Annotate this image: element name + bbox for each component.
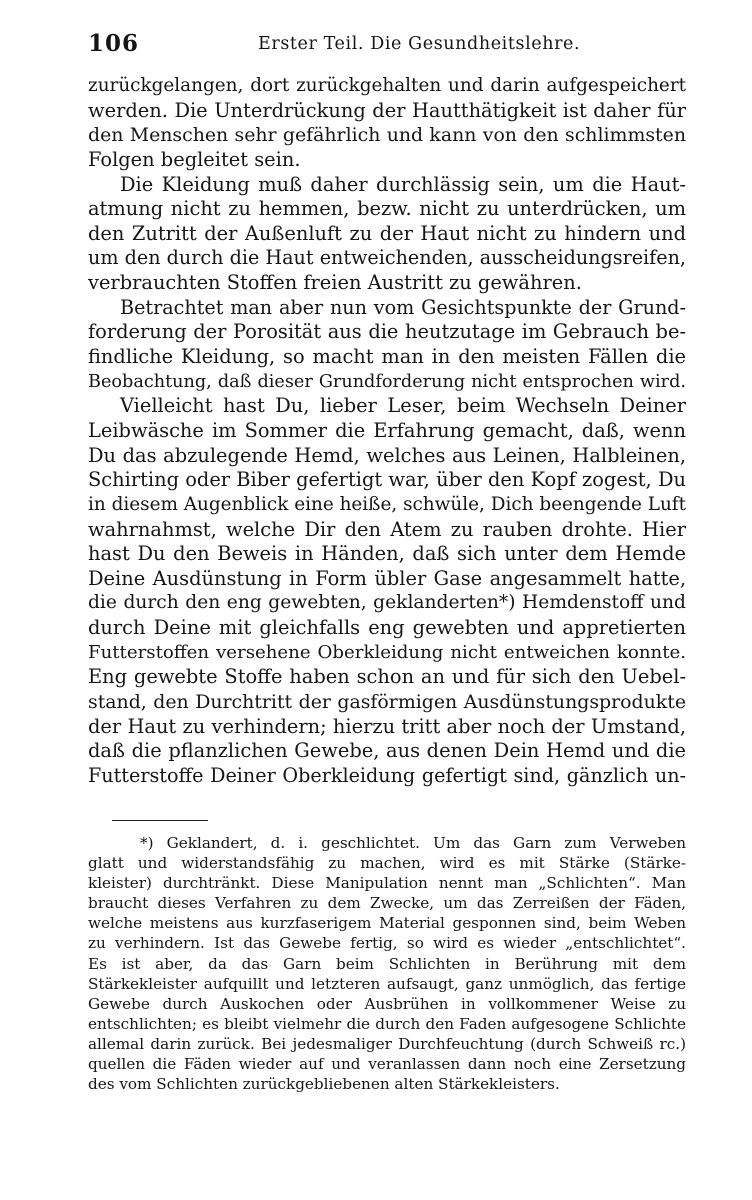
body-line: den Menschen sehr gefährlich und kann von den schlimmsten	[88, 124, 686, 147]
footnote-divider	[112, 820, 208, 821]
body-line: verbrauchten Stoffen freien Austritt zu gewähren.	[88, 271, 582, 295]
footnote-line: glatt und widerstandsfähig zu machen, wird es mit Stärke (Stärke-	[88, 854, 686, 873]
page-header	[88, 30, 688, 62]
page-number: 106	[88, 30, 140, 57]
body-line: Vielleicht hast Du, lieber Leser, beim Wechseln Deiner	[120, 394, 686, 418]
body-line: Betrachtet man aber nun vom Gesichtspunkte der Grund-	[120, 295, 686, 319]
body-text	[88, 74, 686, 789]
body-line: stand, den Durchtritt der gasförmigen Ausdünstungsprodukte	[88, 691, 686, 714]
footnote-line: entschlichten; es bleibt vielmehr die durch den Faden aufgesogene Schlichte	[88, 1014, 686, 1033]
body-line: Futterstoffen versehene Oberkleidung nicht entweichen konnte.	[88, 641, 686, 663]
body-line: den Zutritt der Außenluft zu der Haut nicht zu hindern und	[88, 221, 686, 245]
body-line: der Haut zu verhindern; hierzu tritt aber noch der Umstand,	[88, 714, 686, 738]
body-line: Schirting oder Biber gefertigt war, über den Kopf zogest, Du	[88, 468, 686, 492]
footnote-line: quellen die Fäden wieder auf und veranlassen dann noch eine Zersetzung	[88, 1055, 686, 1074]
footnote-line: welche meistens aus kurzfaserigem Material gesponnen sind, beim Weben	[88, 914, 686, 933]
body-line: forderung der Porosität aus die heutzutage im Gebrauch be-	[88, 320, 686, 344]
running-head: Erster Teil. Die Gesundheitslehre.	[258, 34, 581, 54]
footnote-line: allemal darin zurück. Bei jedesmaliger Durchfeuchtung (durch Schweiß rc.)	[88, 1034, 686, 1053]
body-line: Eng gewebte Stoffe haben schon an und für sich den Uebel-	[88, 665, 686, 689]
body-line: Leibwäsche im Sommer die Erfahrung gemacht, daß, wenn	[88, 418, 686, 442]
body-line: wahrnahmst, welche Dir den Atem zu rauben drohte. Hier	[88, 517, 686, 541]
footnote-line: Gewebe durch Auskochen oder Ausbrühen in vollkommener Weise zu	[88, 994, 686, 1013]
footnote-line: Stärkekleister aufquillt und letzteren aufsaugt, ganz unmöglich, das fertige	[88, 974, 686, 993]
footnote-line: Es ist aber, da das Garn beim Schlichten in Berührung mit dem	[88, 954, 686, 973]
body-line: zurückgelangen, dort zurückgehalten und darin aufgespeichert	[88, 75, 686, 96]
footnote-line: zu verhindern. Ist das Gewebe fertig, so wird es wieder „entschlichtet“.	[88, 934, 686, 953]
footnote-line: kleister) durchtränkt. Diese Manipulation nennt man „Schlichten“. Man	[88, 874, 686, 893]
body-line: Die Kleidung muß daher durchlässig sein, um die Haut-	[120, 172, 686, 196]
body-line: Deine Ausdünstung in Form übler Gase angesammelt hatte,	[88, 566, 686, 590]
footnote	[88, 833, 686, 1094]
body-line: um den durch die Haut entweichenden, ausscheidungsreifen,	[88, 246, 686, 270]
body-line: findliche Kleidung, so macht man in den meisten Fällen die	[88, 345, 686, 369]
body-line: durch Deine mit gleichfalls eng gewebten und appretierten	[88, 616, 686, 640]
footnote-line: braucht dieses Verfahren zu dem Zwecke, um das Zerreißen der Fäden,	[88, 894, 686, 913]
body-line: hast Du den Beweis in Händen, daß sich unter dem Hemde	[88, 542, 686, 566]
body-line: Du das abzulegende Hemd, welches aus Leinen, Halbleinen,	[88, 443, 686, 467]
body-line: Futterstoffe Deiner Oberkleidung gefertigt sind, gänzlich un-	[88, 763, 686, 787]
body-line: Folgen begleitet sein.	[88, 147, 301, 171]
footnote-line: *) Geklandert, d. i. geschlichtet. Um das Garn zum Verweben	[140, 834, 686, 852]
body-line: Beobachtung, daß dieser Grundforderung nicht entsprochen wird.	[88, 371, 686, 392]
body-line: die durch den eng gewebten, geklanderten*) Hemdenstoff und	[88, 592, 686, 614]
body-line: werden. Die Unterdrückung der Hautthätigkeit ist daher für	[88, 98, 686, 122]
body-line: daß die pflanzlichen Gewebe, aus denen Dein Hemd und die	[88, 739, 686, 763]
footnote-line: des vom Schlichten zurückgebliebenen alten Stärkekleisters.	[88, 1075, 560, 1094]
body-line: atmung nicht zu hemmen, bezw. nicht zu unterdrücken, um	[88, 197, 686, 221]
body-line: in diesem Augenblick eine heiße, schwüle, Dich beengende Luft	[88, 493, 686, 515]
